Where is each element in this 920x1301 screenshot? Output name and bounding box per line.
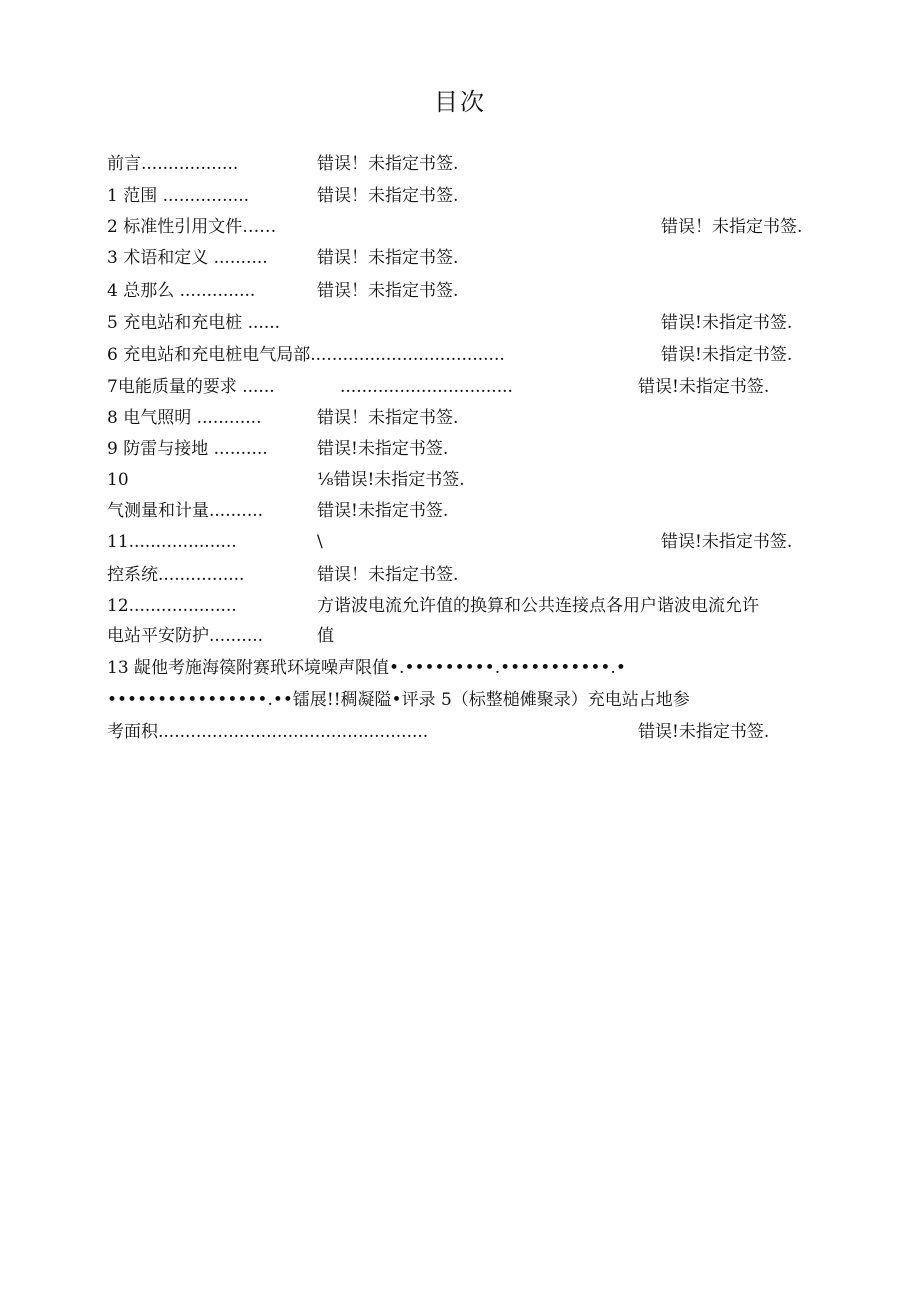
toc-entry-1-page: 错误！未指定书签.	[317, 186, 459, 206]
toc-entry-8-page: 错误！未指定书签.	[317, 408, 459, 428]
toc-entry-12-label[interactable]: 12....................	[107, 596, 237, 616]
toc-entry-11b-page: 错误！未指定书签.	[317, 565, 459, 585]
toc-entry-12b-label[interactable]: 电站平安防护..........	[107, 626, 264, 646]
toc-entry-11-mark: \	[317, 532, 323, 552]
toc-entry-3-label[interactable]: 3 术语和定义 ..........	[107, 248, 268, 268]
toc-entry-2-page: 错误！未指定书签.	[661, 217, 803, 237]
toc-entry-4-label[interactable]: 4 总那么 ..............	[107, 281, 256, 301]
toc-entry-5-label[interactable]: 5 充电站和充电桩 ......	[107, 313, 281, 333]
toc-entry-13b-label: ••••••••••••••••.••镭展!!稠凝隘•评录 5（标整槌傩聚录）充电站占地参	[107, 690, 690, 710]
toc-entry-3-page: 错误！未指定书签.	[317, 248, 459, 268]
toc-entry-10-label[interactable]: 10	[107, 470, 129, 490]
page-title: 目次	[434, 88, 486, 116]
toc-entry-13c-label[interactable]: 考面积..................................................	[107, 722, 429, 742]
toc-entry-13-label[interactable]: 13 龊他考施海篌附赛玳环境噪声限值•.•••••••••.•••••••••••.•	[107, 658, 626, 678]
toc-entry-6-label[interactable]: 6 充电站和充电桩电气局部....................................	[107, 345, 505, 365]
toc-entry-7-leader: ................................	[340, 377, 513, 397]
toc-entry-10b-page: 错误!未指定书签.	[317, 501, 449, 521]
toc-entry-9-label[interactable]: 9 防雷与接地 ..........	[107, 439, 268, 459]
toc-entry-11b-label[interactable]: 控系统................	[107, 565, 245, 585]
toc-entry-12b-text: 值	[317, 626, 334, 646]
toc-entry-7-label[interactable]: 7电能质量的要求 ......	[107, 377, 275, 397]
toc-entry-1-label[interactable]: 1 范围 ................	[107, 186, 250, 206]
toc-entry-foreword-page: 错误！未指定书签.	[317, 154, 459, 174]
toc-entry-4-page: 错误！未指定书签.	[317, 281, 459, 301]
toc-entry-10-page: ⅛错误!未指定书签.	[317, 470, 465, 490]
toc-entry-11-page: 错误!未指定书签.	[661, 532, 793, 552]
toc-entry-11-label[interactable]: 11....................	[107, 532, 237, 552]
toc-entry-8-label[interactable]: 8 电气照明 ............	[107, 408, 262, 428]
toc-entry-foreword-label[interactable]: 前言..................	[107, 154, 239, 174]
toc-entry-6-page: 错误!未指定书签.	[661, 345, 793, 365]
toc-entry-2-label[interactable]: 2 标准性引用文件……	[107, 217, 277, 237]
toc-entry-5-page: 错误!未指定书签.	[661, 313, 793, 333]
toc-entry-12-text: 方谐波电流允许值的换算和公共连接点各用户谐波电流允许	[317, 596, 759, 616]
toc-entry-7-page: 错误!未指定书签.	[638, 377, 770, 397]
toc-entry-9-page: 错误!未指定书签.	[317, 439, 449, 459]
toc-entry-13c-page: 错误!未指定书签.	[638, 722, 770, 742]
toc-entry-10b-label[interactable]: 气测量和计量..........	[107, 501, 264, 521]
